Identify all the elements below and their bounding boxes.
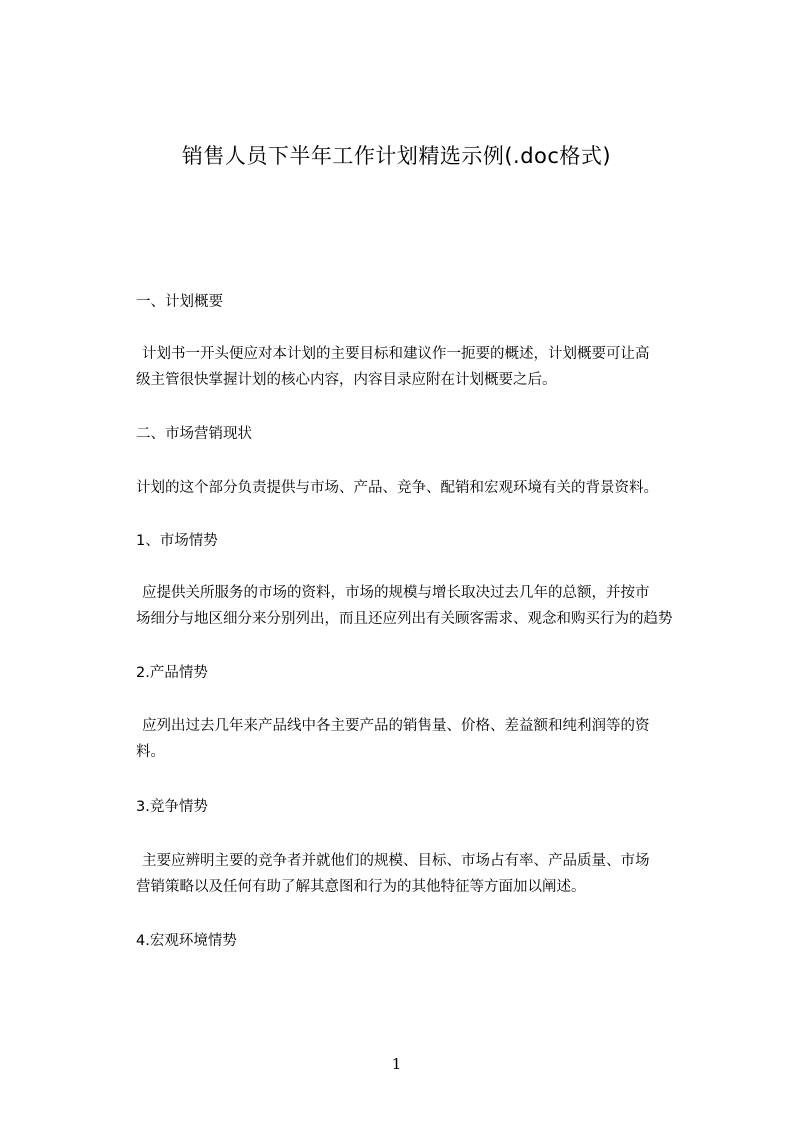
section-heading-competition-situation: 3.竞争情势: [136, 799, 208, 815]
paragraph-plan-summary-line-1: 计划书一开头便应对本计划的主要目标和建议作一扼要的概述，计划概要可让高: [142, 346, 650, 362]
paragraph-market-situation-line-1: 应提供关所服务的市场的资料，市场的规模与增长取决过去几年的总额，并按市: [142, 585, 650, 601]
page-number: 1: [391, 1055, 402, 1073]
paragraph-product-situation-line-1: 应列出过去几年来产品线中各主要产品的销售量、价格、差益额和纯利润等的资: [142, 718, 650, 734]
section-heading-market-status: 二、市场营销现状: [136, 426, 252, 442]
paragraph-product-situation-line-2: 料。: [136, 744, 165, 760]
paragraph-plan-summary-line-2: 级主管很快掌握计划的核心内容，内容目录应附在计划概要之后。: [136, 372, 557, 388]
section-heading-macro-environment: 4.宏观环境情势: [136, 933, 237, 949]
paragraph-competition-situation-line-1: 主要应辨明主要的竞争者并就他们的规模、目标、市场占有率、产品质量、市场: [142, 853, 650, 869]
paragraph-market-status: 计划的这个部分负责提供与市场、产品、竞争、配销和宏观环境有关的背景资料。: [136, 480, 658, 496]
section-heading-plan-summary: 一、计划概要: [136, 294, 223, 310]
paragraph-competition-situation-line-2: 营销策略以及任何有助了解其意图和行为的其他特征等方面加以阐述。: [136, 879, 586, 895]
document-title: 销售人员下半年工作计划精选示例(.doc格式): [181, 144, 612, 168]
section-heading-product-situation: 2.产品情势: [136, 665, 208, 681]
section-heading-market-situation: 1、市场情势: [136, 533, 218, 549]
paragraph-market-situation-line-2: 场细分与地区细分来分别列出，而且还应列出有关顾客需求、观念和购买行为的趋势: [136, 611, 673, 627]
